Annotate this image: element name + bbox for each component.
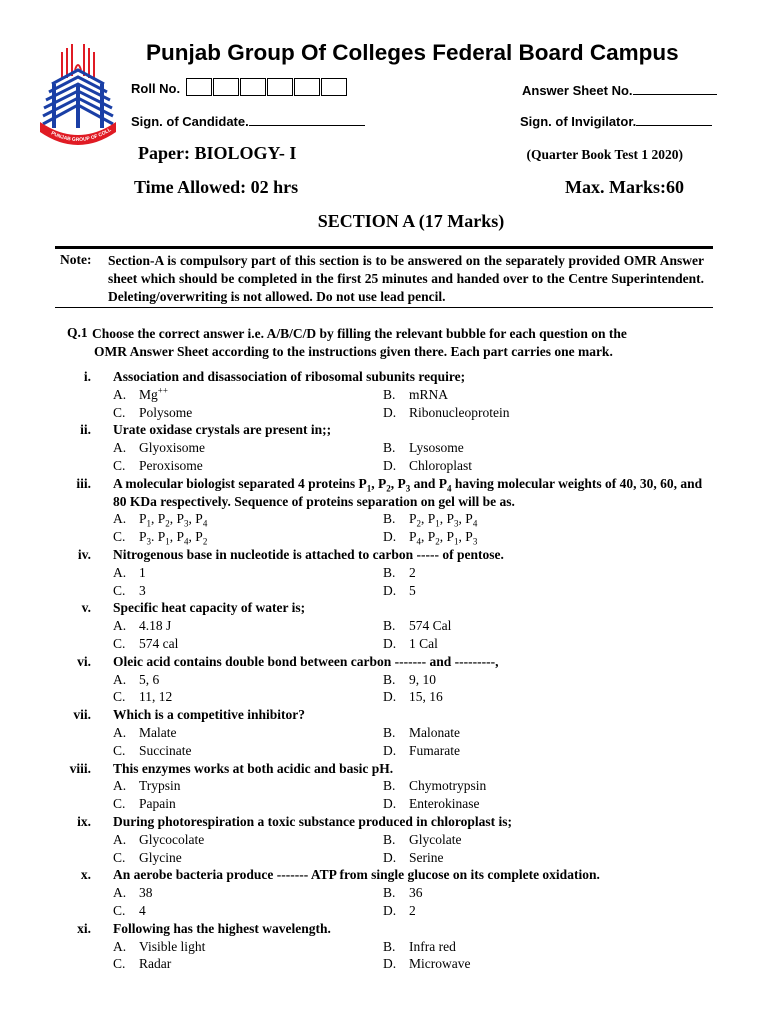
mcq-option bbox=[383, 617, 653, 635]
option-text: Peroxisome bbox=[139, 457, 203, 473]
option-letter: A. bbox=[113, 938, 127, 954]
option-text: Trypsin bbox=[139, 778, 181, 794]
roll-box[interactable] bbox=[321, 78, 347, 96]
mcq-option bbox=[113, 831, 383, 849]
mcq-option bbox=[383, 831, 653, 849]
option-text: Mg++ bbox=[139, 385, 168, 402]
mcq-options bbox=[113, 386, 768, 422]
option-letter: D. bbox=[383, 796, 397, 812]
mcq-option bbox=[383, 724, 653, 742]
option-letter: D. bbox=[383, 582, 397, 598]
mcq-item bbox=[0, 706, 768, 759]
question-number: Q.1 bbox=[67, 325, 88, 340]
roll-box[interactable] bbox=[267, 78, 293, 96]
option-letter: D. bbox=[383, 742, 397, 758]
mcq-item bbox=[0, 368, 768, 421]
mcq-option bbox=[113, 582, 383, 600]
mcq-question: Following has the highest wavelength. bbox=[113, 920, 331, 936]
option-text: Chymotrypsin bbox=[409, 778, 487, 794]
option-text: mRNA bbox=[409, 386, 449, 402]
option-text: 574 cal bbox=[139, 635, 179, 651]
option-text: Malonate bbox=[409, 724, 460, 740]
option-text: Papain bbox=[139, 796, 176, 812]
mcq-question: Urate oxidase crystals are present in;; bbox=[113, 422, 332, 438]
instruction-line-1: Choose the correct answer i.e. A/B/C/D by filling the relevant bubble for each question on the bbox=[92, 326, 627, 341]
option-letter: C. bbox=[113, 742, 126, 758]
mcq-number: i. bbox=[83, 369, 91, 384]
mcq-option bbox=[113, 849, 383, 867]
option-letter: D. bbox=[383, 404, 397, 420]
mcq-options bbox=[113, 671, 768, 707]
option-text: Ribonucleoprotein bbox=[409, 404, 510, 420]
option-text: Visible light bbox=[139, 938, 206, 954]
option-text: $P_1$, $P_2$, $P_3$, $P_4$ bbox=[139, 511, 208, 530]
option-letter: D. bbox=[383, 529, 397, 545]
option-letter: B. bbox=[383, 511, 396, 527]
roll-no-label: Roll No. bbox=[131, 81, 181, 96]
option-text: Succinate bbox=[139, 742, 192, 758]
mcq-question: Which is a competitive inhibitor? bbox=[113, 707, 305, 723]
mcq-option bbox=[383, 671, 653, 689]
mcq-option bbox=[113, 955, 383, 973]
roll-box[interactable] bbox=[240, 78, 266, 96]
mcq-item bbox=[0, 475, 768, 546]
option-text: 2 bbox=[409, 902, 416, 918]
mcq-option bbox=[383, 386, 653, 404]
mcq-number: vii. bbox=[73, 707, 91, 723]
instruction-line-2: OMR Answer Sheet according to the instructions given there. Each part carries one mark. bbox=[94, 344, 613, 359]
sign-candidate-line[interactable] bbox=[249, 112, 365, 126]
divider-thick bbox=[55, 246, 713, 249]
option-letter: C. bbox=[113, 902, 126, 918]
mcq-option bbox=[383, 510, 653, 528]
mcq-option bbox=[383, 849, 653, 867]
mcq-item bbox=[0, 920, 768, 973]
mcq-option bbox=[113, 671, 383, 689]
mcq-option bbox=[383, 955, 653, 973]
mcq-question: Nitrogenous base in nucleotide is attached to carbon ----- of pentose. bbox=[113, 546, 504, 562]
option-letter: D. bbox=[383, 689, 397, 705]
option-text: Malate bbox=[139, 724, 177, 740]
option-text: Microwave bbox=[409, 956, 471, 972]
option-letter: A. bbox=[113, 564, 127, 580]
option-text: 4.18 J bbox=[139, 618, 172, 634]
mcq-option bbox=[113, 564, 383, 582]
option-letter: C. bbox=[113, 404, 126, 420]
option-letter: C. bbox=[113, 849, 126, 865]
option-text: 2 bbox=[409, 564, 416, 580]
sign-candidate-field[interactable] bbox=[131, 112, 365, 129]
option-letter: D. bbox=[383, 849, 397, 865]
mcq-item bbox=[0, 760, 768, 813]
option-text: Glycocolate bbox=[139, 831, 205, 847]
section-heading: SECTION A (17 Marks) bbox=[317, 211, 505, 231]
option-letter: B. bbox=[383, 831, 396, 847]
option-letter: C. bbox=[113, 796, 126, 812]
mcq-option bbox=[113, 724, 383, 742]
mcq-option bbox=[383, 884, 653, 902]
test-name: (Quarter Book Test 1 2020) bbox=[526, 147, 683, 162]
mcq-options bbox=[113, 564, 768, 600]
mcq-options bbox=[113, 724, 768, 760]
option-text: 574 Cal bbox=[409, 618, 452, 634]
mcq-options bbox=[113, 777, 768, 813]
answer-sheet-line[interactable] bbox=[633, 81, 717, 95]
option-text: Polysome bbox=[139, 404, 193, 420]
option-letter: A. bbox=[113, 440, 127, 456]
option-text: 3 bbox=[139, 582, 146, 598]
mcq-options bbox=[113, 938, 768, 974]
divider-thin bbox=[55, 307, 713, 308]
mcq-option bbox=[113, 457, 383, 475]
mcq-option bbox=[113, 528, 383, 546]
roll-box[interactable] bbox=[213, 78, 239, 96]
mcq-option bbox=[113, 617, 383, 635]
option-letter: B. bbox=[383, 440, 396, 456]
mcq-options bbox=[113, 617, 768, 653]
mcq-question: An aerobe bacteria produce ------- ATP from single glucose on its complete oxidation. bbox=[113, 867, 600, 883]
option-text: $P_2$, $P_1$, $P_3$, $P_4$ bbox=[409, 511, 478, 530]
mcq-option bbox=[383, 582, 653, 600]
mcq-number: x. bbox=[80, 867, 91, 883]
mcq-option bbox=[383, 742, 653, 760]
mcq-options bbox=[113, 831, 768, 867]
option-text: Serine bbox=[409, 849, 444, 865]
answer-sheet-field[interactable] bbox=[522, 81, 717, 98]
time-allowed: Time Allowed: 02 hrs bbox=[134, 177, 299, 197]
mcq-option bbox=[113, 884, 383, 902]
option-letter: A. bbox=[113, 671, 127, 687]
option-text: $P_4$, $P_2$, $P_1$, $P_3$ bbox=[409, 529, 478, 547]
mcq-item bbox=[0, 599, 768, 652]
mcq-option bbox=[113, 688, 383, 706]
option-letter: C. bbox=[113, 457, 126, 473]
mcq-number: v. bbox=[81, 600, 91, 616]
mcq-number: xi. bbox=[77, 920, 91, 936]
mcq-number: ix. bbox=[77, 813, 91, 829]
option-letter: B. bbox=[383, 618, 396, 634]
mcq-options bbox=[113, 439, 768, 475]
option-letter: B. bbox=[383, 724, 396, 740]
sign-invigilator-line[interactable] bbox=[636, 112, 712, 126]
mcq-option bbox=[383, 938, 653, 956]
mcq-item bbox=[0, 546, 768, 599]
mcq-question: Association and disassociation of ribosomal subunits require; bbox=[113, 369, 466, 384]
mcq-option bbox=[113, 510, 383, 528]
mcq-question: A molecular biologist separated 4 proteins $P_1$, $P_2$, $P_3$ and $P_4$ having molecular weights of 40, 30, 60, and 80 KDa respectively. Sequence of proteins separation on gel will be as. bbox=[113, 475, 703, 509]
mcq-option bbox=[383, 564, 653, 582]
mcq-number: vi. bbox=[77, 653, 91, 669]
option-text: $P_3$. $P_1$, $P_4$, $P_2$ bbox=[139, 529, 208, 547]
option-text: 5 bbox=[409, 582, 416, 598]
option-letter: C. bbox=[113, 689, 126, 705]
option-letter: A. bbox=[113, 386, 127, 402]
option-letter: D. bbox=[383, 902, 397, 918]
mcq-option bbox=[383, 528, 653, 546]
option-letter: D. bbox=[383, 956, 397, 972]
sign-invigilator-label: Sign. of Invigilator. bbox=[520, 114, 637, 129]
mcq-number: ii. bbox=[80, 422, 91, 438]
max-marks: Max. Marks:60 bbox=[565, 177, 684, 197]
option-letter: B. bbox=[383, 564, 396, 580]
roll-no-boxes[interactable] bbox=[186, 78, 348, 96]
mcq-item bbox=[0, 813, 768, 866]
option-letter: A. bbox=[113, 831, 127, 847]
option-text: Radar bbox=[139, 956, 172, 972]
paper-title: Paper: BIOLOGY- I bbox=[138, 143, 297, 163]
mcq-item bbox=[0, 421, 768, 474]
mcq-option bbox=[113, 795, 383, 813]
mcq-question: During photorespiration a toxic substance produced in chloroplast is; bbox=[113, 813, 513, 829]
option-text: 1 bbox=[139, 564, 146, 580]
option-letter: C. bbox=[113, 956, 126, 972]
mcq-option bbox=[383, 795, 653, 813]
option-text: 4 bbox=[139, 902, 146, 918]
logo-text: PUNJAB GROUP OF COLL bbox=[50, 127, 113, 144]
mcq-option bbox=[113, 742, 383, 760]
option-text: Glycolate bbox=[409, 831, 462, 847]
mcq-number: iv. bbox=[77, 546, 91, 562]
college-title: Punjab Group Of Colleges Federal Board Campus bbox=[146, 40, 679, 65]
option-letter: C. bbox=[113, 635, 126, 651]
option-text: Chloroplast bbox=[409, 457, 472, 473]
mcq-option bbox=[113, 635, 383, 653]
option-letter: B. bbox=[383, 778, 396, 794]
option-letter: B. bbox=[383, 885, 396, 901]
mcq-option bbox=[383, 688, 653, 706]
option-text: 11, 12 bbox=[139, 689, 173, 705]
option-text: Fumarate bbox=[409, 742, 460, 758]
option-letter: C. bbox=[113, 529, 126, 545]
option-letter: C. bbox=[113, 582, 126, 598]
option-letter: A. bbox=[113, 618, 127, 634]
option-text: Glycine bbox=[139, 849, 182, 865]
mcq-option bbox=[113, 938, 383, 956]
option-text: 1 Cal bbox=[409, 635, 438, 651]
option-text: Enterokinase bbox=[409, 796, 480, 812]
mcq-option bbox=[383, 902, 653, 920]
option-letter: D. bbox=[383, 635, 397, 651]
mcq-option bbox=[383, 439, 653, 457]
mcq-number: iii. bbox=[76, 475, 91, 491]
answer-sheet-label: Answer Sheet No. bbox=[522, 83, 633, 98]
mcq-option bbox=[113, 386, 383, 404]
option-letter: A. bbox=[113, 778, 127, 794]
option-text: Infra red bbox=[409, 938, 456, 954]
roll-box[interactable] bbox=[294, 78, 320, 96]
mcq-option bbox=[383, 635, 653, 653]
mcq-option bbox=[383, 777, 653, 795]
college-crest-icon bbox=[38, 40, 118, 150]
mcq-list bbox=[0, 368, 768, 973]
option-letter: B. bbox=[383, 386, 396, 402]
roll-box[interactable] bbox=[186, 78, 212, 96]
note-label: Note: bbox=[60, 252, 92, 267]
option-text: 36 bbox=[409, 885, 423, 901]
option-letter: A. bbox=[113, 724, 127, 740]
mcq-question: This enzymes works at both acidic and basic pH. bbox=[113, 760, 394, 776]
option-letter: A. bbox=[113, 511, 127, 527]
option-text: 5, 6 bbox=[139, 671, 160, 687]
option-letter: A. bbox=[113, 885, 127, 901]
option-text: 9, 10 bbox=[409, 671, 436, 687]
option-text: Lysosome bbox=[409, 440, 464, 456]
mcq-option bbox=[383, 457, 653, 475]
mcq-question: Oleic acid contains double bond between carbon ------- and ---------, bbox=[113, 653, 499, 669]
note-text: Section-A is compulsory part of this section is to be answered on the separately provided OMR Answer sheet which should be completed in the first 25 minutes and handed over to the Centre Superintendent. Deleting/overwriting is not allowed. Do not use lead pencil. bbox=[108, 253, 704, 304]
sign-candidate-label: Sign. of Candidate. bbox=[131, 114, 249, 129]
option-letter: B. bbox=[383, 938, 396, 954]
mcq-item bbox=[0, 653, 768, 706]
mcq-options bbox=[113, 884, 768, 920]
mcq-number: viii. bbox=[69, 760, 91, 776]
option-letter: B. bbox=[383, 671, 396, 687]
question-instructions bbox=[94, 325, 704, 361]
mcq-option bbox=[383, 404, 653, 422]
mcq-item bbox=[0, 866, 768, 919]
mcq-option bbox=[113, 439, 383, 457]
option-letter: D. bbox=[383, 457, 397, 473]
option-text: Glyoxisome bbox=[139, 440, 205, 456]
sign-invigilator-field[interactable] bbox=[520, 112, 712, 129]
mcq-option bbox=[113, 902, 383, 920]
mcq-option bbox=[113, 404, 383, 422]
option-text: 15, 16 bbox=[409, 689, 443, 705]
option-text: 38 bbox=[139, 885, 153, 901]
mcq-options bbox=[113, 510, 768, 546]
mcq-option bbox=[113, 777, 383, 795]
mcq-question: Specific heat capacity of water is; bbox=[113, 600, 306, 616]
